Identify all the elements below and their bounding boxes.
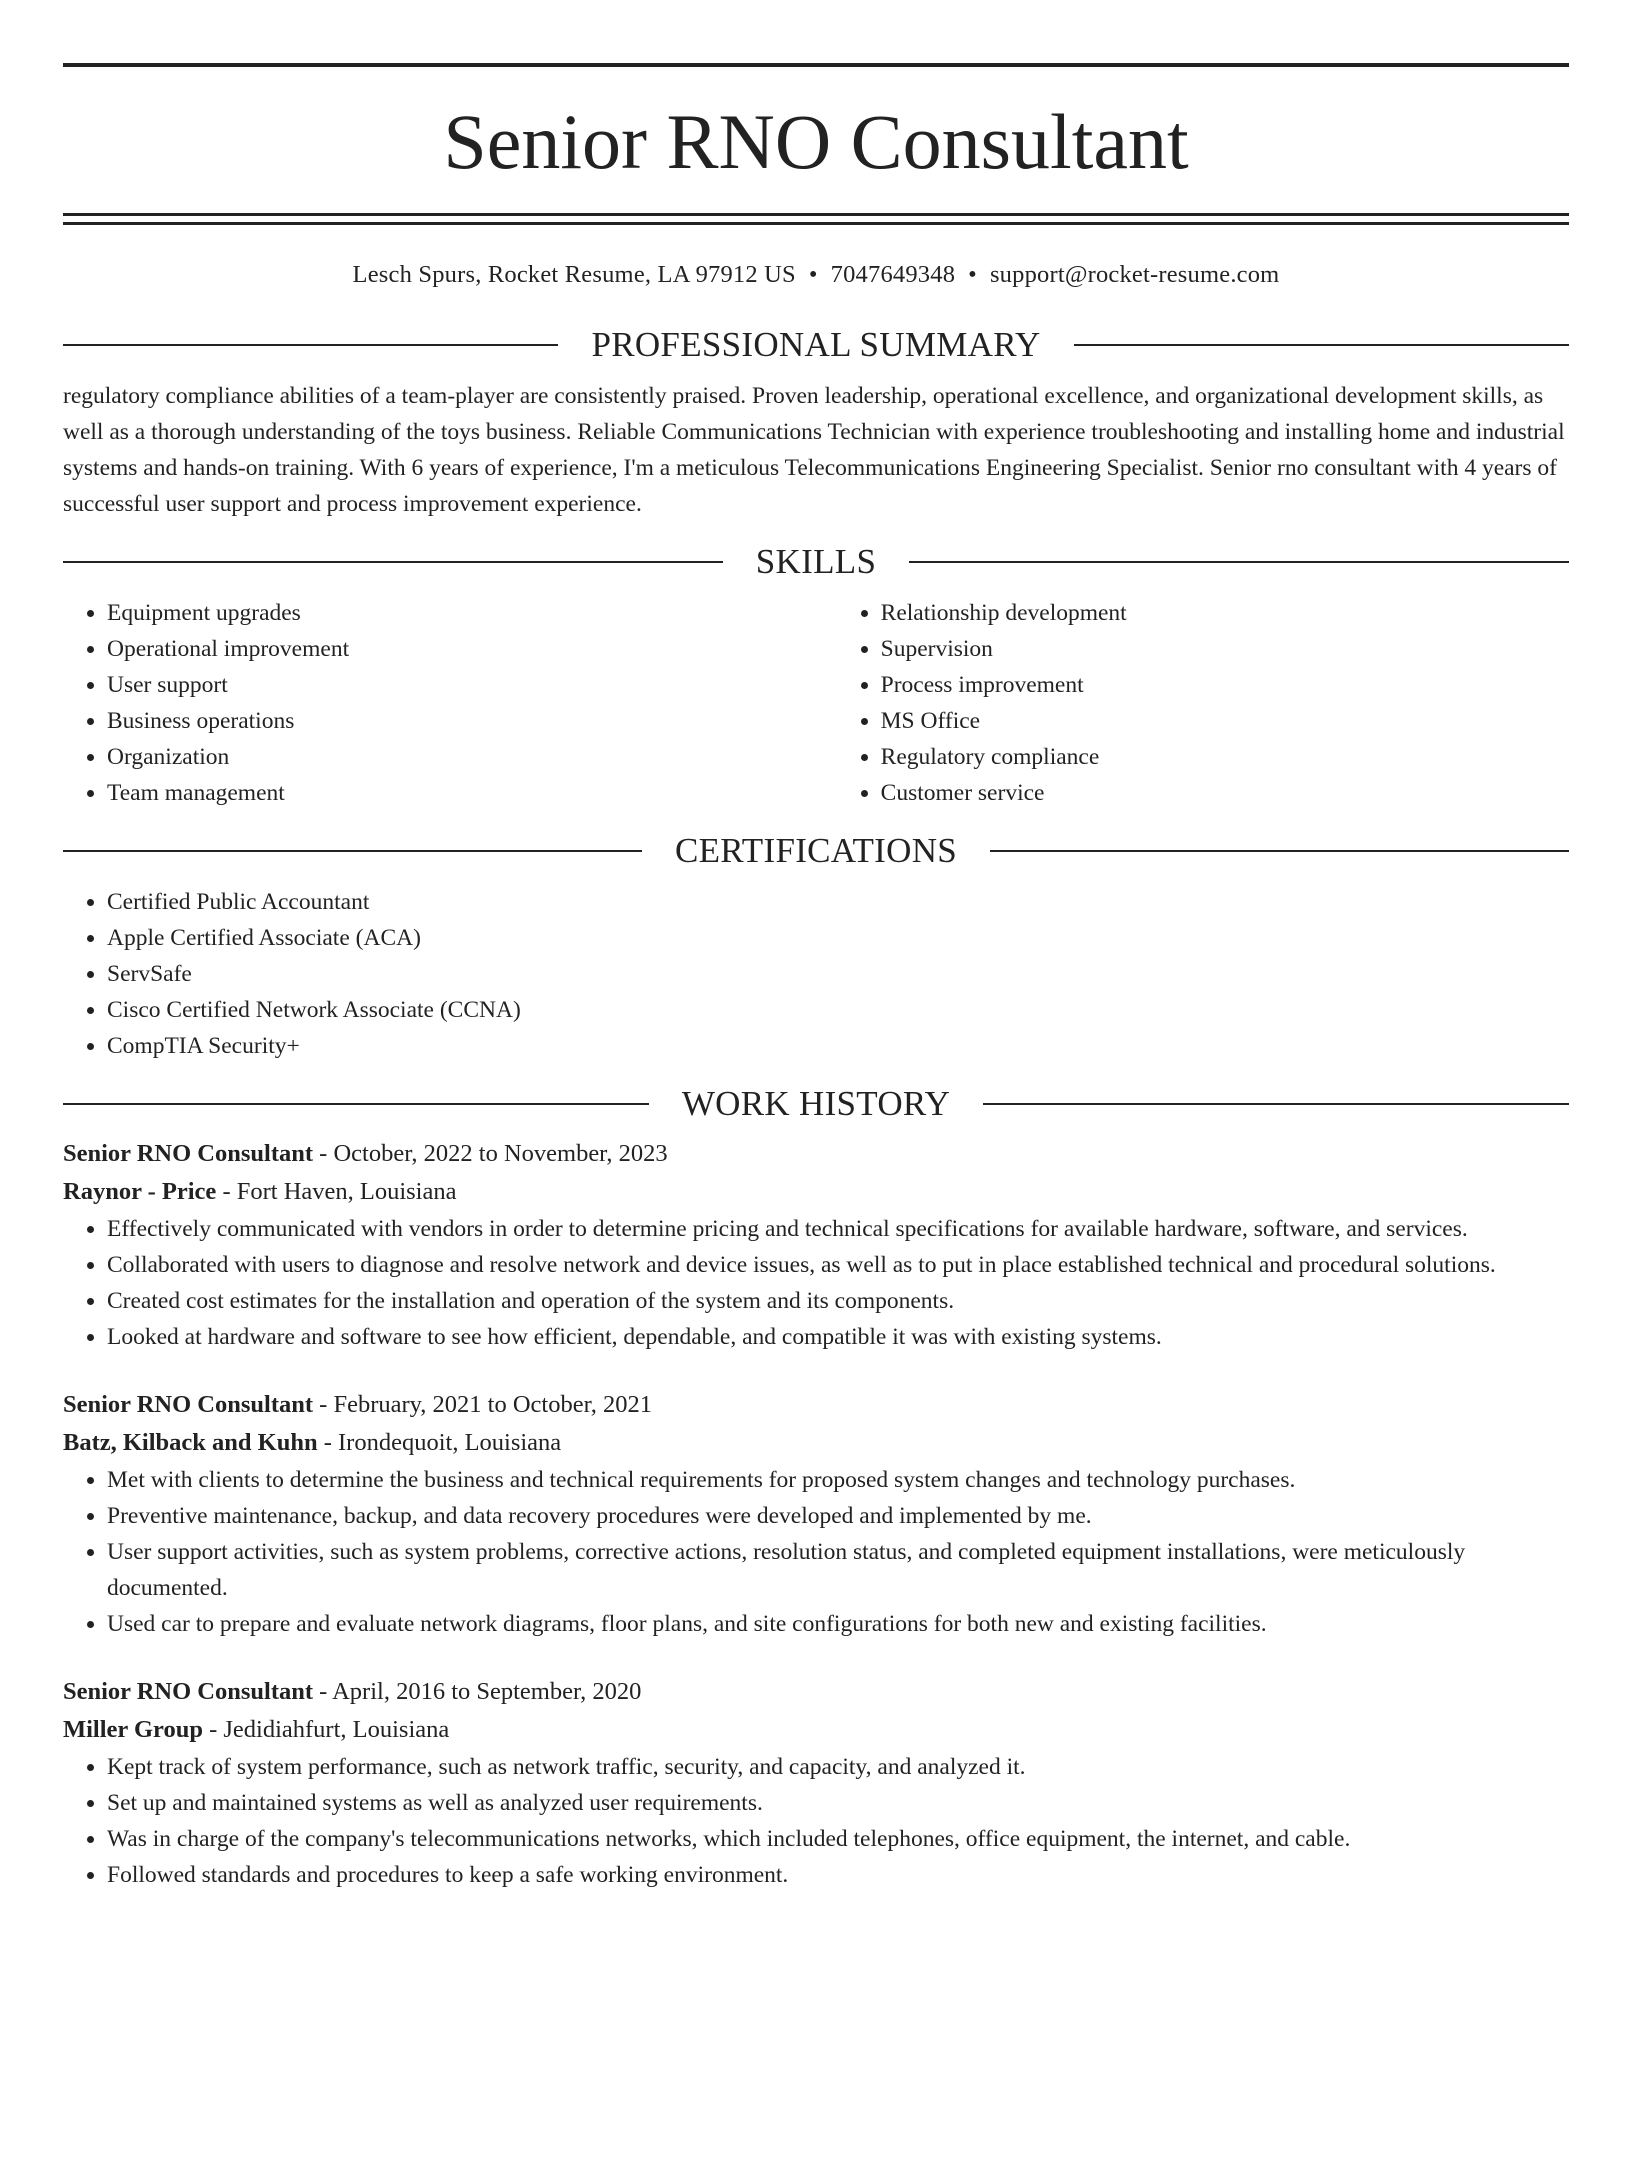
job-dates: - October, 2022 to November, 2023 — [319, 1140, 668, 1167]
certification-item: • Cisco Certified Network Associate (CCNA) — [107, 992, 1569, 1028]
skills-grid — [63, 595, 1569, 811]
job-dates: - February, 2021 to October, 2021 — [319, 1391, 653, 1418]
contact-separator: • — [968, 261, 977, 288]
certifications-list — [63, 884, 1569, 1064]
contact-line — [63, 261, 1569, 289]
double-rule — [63, 213, 1569, 225]
job-entry — [63, 1673, 1569, 1893]
job-title-line — [63, 1135, 1569, 1173]
job-title: Senior RNO Consultant — [63, 1678, 314, 1705]
top-rule — [63, 63, 1569, 67]
certification-item: • ServSafe — [107, 956, 1569, 992]
section-header-skills — [63, 544, 1569, 579]
contact-phone: 7047649348 — [830, 261, 956, 288]
skill-item: • Process improvement — [881, 667, 1569, 703]
divider-line — [990, 850, 1569, 852]
divider-line — [63, 850, 642, 852]
section-title-summary: PROFESSIONAL SUMMARY — [591, 325, 1041, 364]
job-bullet: • Collaborated with users to diagnose and resolve network and device issues, as well as to put in place established technical and procedural solutions. — [107, 1247, 1569, 1283]
skill-item: • Operational improvement — [107, 631, 837, 667]
skill-item: • Equipment upgrades — [107, 595, 837, 631]
skill-item: • User support — [107, 667, 837, 703]
job-dates: - April, 2016 to September, 2020 — [319, 1678, 642, 1705]
job-company: Miller Group — [63, 1716, 203, 1743]
skills-list-right — [837, 595, 1569, 811]
contact-address: Lesch Spurs, Rocket Resume, LA 97912 US — [352, 261, 796, 288]
skill-item: • Organization — [107, 739, 837, 775]
resume-page — [0, 63, 1632, 2175]
job-company-line — [63, 1424, 1569, 1462]
job-company: Raynor - Price — [63, 1178, 217, 1205]
skill-item: • Relationship development — [881, 595, 1569, 631]
divider-line — [63, 344, 558, 346]
skill-item: • MS Office — [881, 703, 1569, 739]
section-header-work — [63, 1086, 1569, 1121]
resume-name: Senior RNO Consultant — [443, 98, 1189, 185]
skills-list-left — [63, 595, 837, 811]
job-location: - Jedidiahfurt, Louisiana — [209, 1716, 450, 1743]
summary-text: regulatory compliance abilities of a team-player are consistently praised. Proven leadership, operational excellence, and organizational development skills, as well as a thorough understanding of the toys business. Reliable Communications Technician with experience troubleshooting and installing home and industrial systems and hands-on training. With 6 years of experience, I'm a meticulous Telecommunications Engineering Specialist. Senior rno consultant with 4 years of successful user support and process improvement experience. — [63, 383, 1565, 517]
divider-line — [1074, 344, 1569, 346]
job-entry — [63, 1135, 1569, 1355]
job-bullet: • Met with clients to determine the business and technical requirements for proposed system changes and technology purchases. — [107, 1462, 1569, 1498]
job-title-line — [63, 1386, 1569, 1424]
section-header-certifications — [63, 833, 1569, 868]
job-company-line — [63, 1173, 1569, 1211]
skill-item: • Team management — [107, 775, 837, 811]
job-bullet: • Created cost estimates for the installation and operation of the system and its components. — [107, 1283, 1569, 1319]
job-location: - Irondequoit, Louisiana — [323, 1429, 562, 1456]
job-title: Senior RNO Consultant — [63, 1140, 314, 1167]
divider-line — [63, 1103, 649, 1105]
job-location: - Fort Haven, Louisiana — [222, 1178, 457, 1205]
certification-item: • Certified Public Accountant — [107, 884, 1569, 920]
job-bullets — [63, 1462, 1569, 1642]
job-title: Senior RNO Consultant — [63, 1391, 314, 1418]
job-bullet: • Preventive maintenance, backup, and data recovery procedures were developed and implemented by me. — [107, 1498, 1569, 1534]
job-bullet: • Kept track of system performance, such as network traffic, security, and capacity, and analyzed it. — [107, 1749, 1569, 1785]
contact-email: support@rocket-resume.com — [989, 261, 1280, 288]
job-bullet: • Effectively communicated with vendors in order to determine pricing and technical specifications for available hardware, software, and services. — [107, 1211, 1569, 1247]
job-bullet: • Used car to prepare and evaluate network diagrams, floor plans, and site configurations for both new and existing facilities. — [107, 1606, 1569, 1642]
job-entry — [63, 1386, 1569, 1642]
job-bullet: • Set up and maintained systems as well as analyzed user requirements. — [107, 1785, 1569, 1821]
section-title-skills: SKILLS — [755, 542, 877, 581]
skill-item: • Regulatory compliance — [881, 739, 1569, 775]
skill-item: • Customer service — [881, 775, 1569, 811]
certification-item: • Apple Certified Associate (ACA) — [107, 920, 1569, 956]
job-bullets — [63, 1749, 1569, 1893]
job-company: Batz, Kilback and Kuhn — [63, 1429, 318, 1456]
job-bullet: • Was in charge of the company's telecommunications networks, which included telephones, office equipment, the internet, and cable. — [107, 1821, 1569, 1857]
skill-item: • Business operations — [107, 703, 837, 739]
skill-item: • Supervision — [881, 631, 1569, 667]
section-header-summary — [63, 327, 1569, 362]
divider-line — [63, 561, 723, 563]
job-company-line — [63, 1711, 1569, 1749]
certification-item: • CompTIA Security+ — [107, 1028, 1569, 1064]
job-bullets — [63, 1211, 1569, 1355]
section-title-work: WORK HISTORY — [681, 1084, 951, 1123]
contact-separator: • — [808, 261, 818, 288]
divider-line — [909, 561, 1569, 563]
divider-line — [983, 1103, 1569, 1105]
job-bullet: • Followed standards and procedures to keep a safe working environment. — [107, 1857, 1569, 1893]
section-title-certifications: CERTIFICATIONS — [674, 831, 958, 870]
job-bullet: • User support activities, such as system problems, corrective actions, resolution status, and completed equipment installations, were meticulously documented. — [107, 1534, 1569, 1606]
job-bullet: • Looked at hardware and software to see how efficient, dependable, and compatible it was with existing systems. — [107, 1319, 1569, 1355]
job-title-line — [63, 1673, 1569, 1711]
